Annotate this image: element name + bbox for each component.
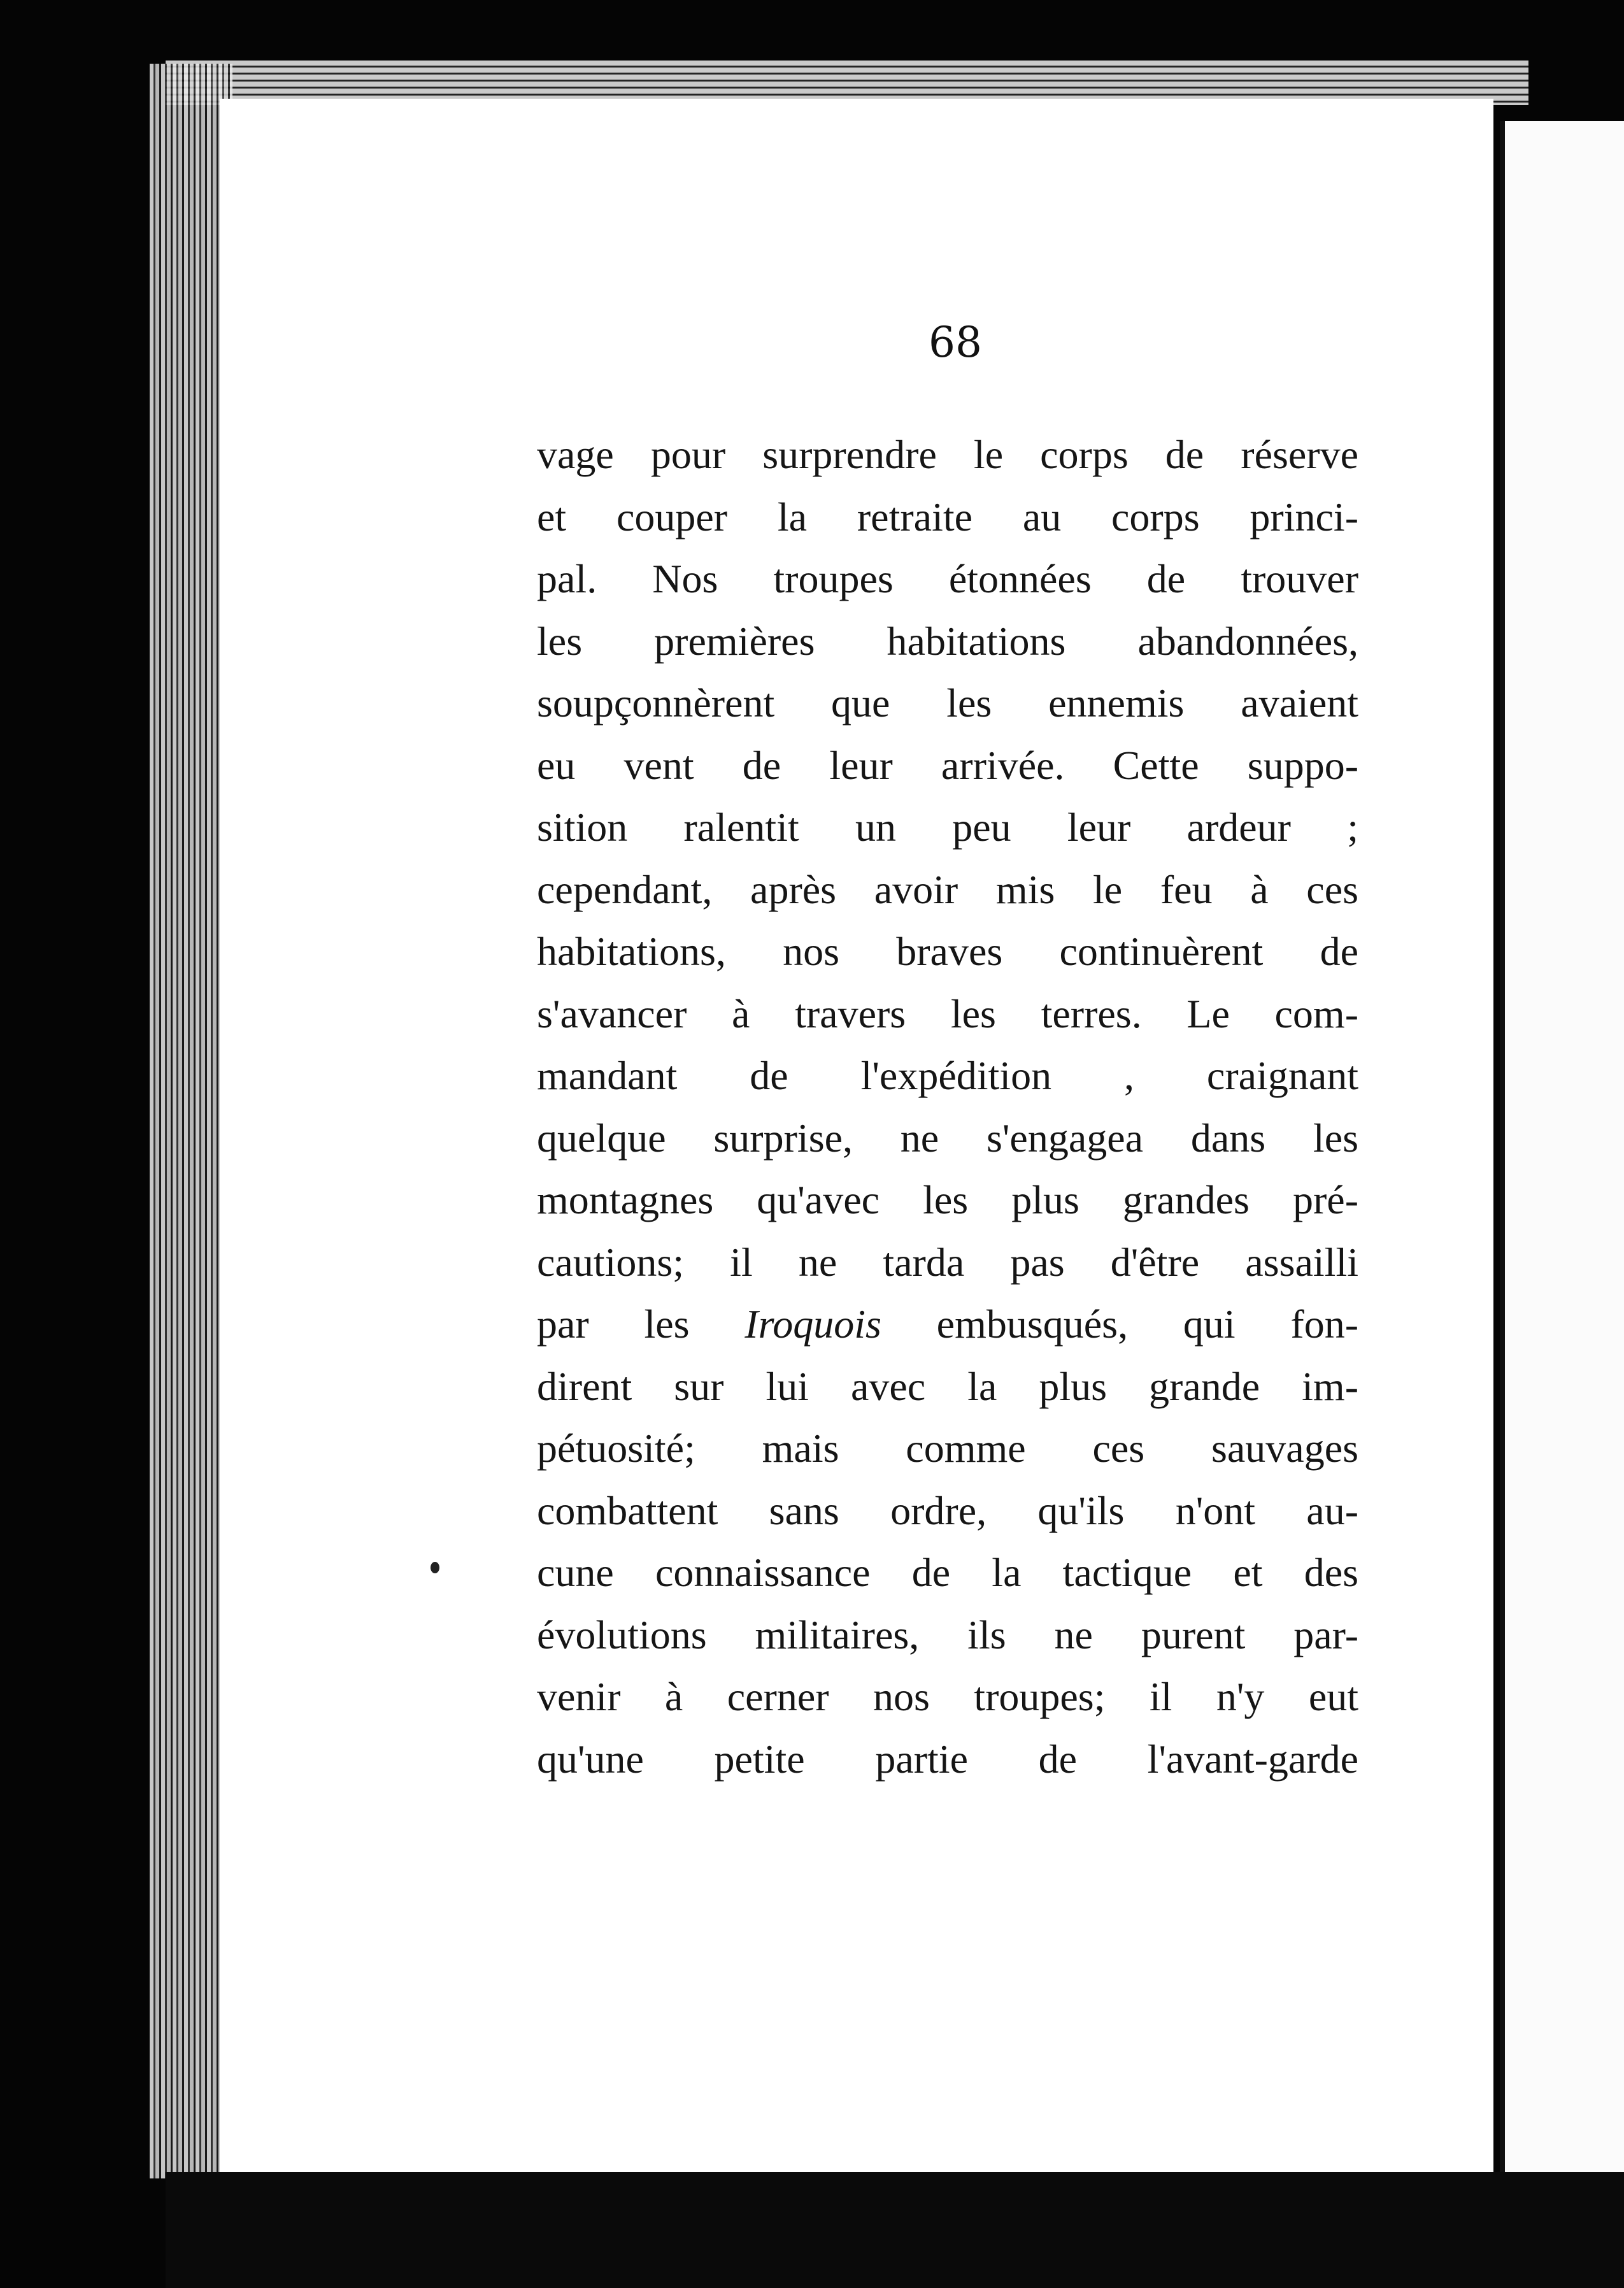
text-line: pétuosité; mais comme ces sauvages — [537, 1426, 1358, 1471]
text-line: pal. Nos troupes étonnées de trouver — [537, 556, 1358, 601]
text-line: les premières habitations abandonnées, — [537, 618, 1358, 664]
text-line: quelque surprise, ne s'engagea dans les — [537, 1115, 1358, 1161]
facing-page-edge — [1500, 121, 1624, 2172]
page-number: 68 — [929, 318, 982, 367]
text-line: montagnes qu'avec les plus grandes pré- — [537, 1177, 1358, 1222]
text-line: s'avancer à travers les terres. Le com- — [537, 990, 1358, 1036]
text-line: cependant, après avoir mis le feu à ces — [537, 866, 1358, 912]
text-line: combattent sans ordre, qu'ils n'ont au- — [537, 1487, 1358, 1533]
text-line: vage pour surprendre le corps de réserve — [537, 432, 1358, 477]
text-line: habitations, nos braves continuèrent de — [537, 929, 1358, 974]
text-line: soupçonnèrent que les ennemis avaient — [537, 680, 1358, 726]
text-line-with-italic — [537, 1293, 1358, 1355]
body-text — [537, 424, 1358, 1790]
scan-bottom-margin — [166, 2172, 1624, 2288]
text-line: dirent sur lui avec la plus grande im- — [537, 1363, 1358, 1409]
text-line: mandant de l'expédition , craignant — [537, 1053, 1358, 1098]
text-line: venir à cerner nos troupes; il n'y eut — [537, 1674, 1358, 1719]
text-line: eu vent de leur arrivée. Cette suppo- — [537, 742, 1358, 788]
text-line: cune connaissance de la tactique et des — [537, 1550, 1358, 1595]
text-line: cautions; il ne tarda pas d'être assailli — [537, 1239, 1358, 1285]
text-line: et couper la retraite au corps princi- — [537, 494, 1358, 540]
ink-dot — [431, 1562, 439, 1573]
text-line: évolutions militaires, ils ne purent par- — [537, 1612, 1358, 1657]
text-line: qu'une petite partie de l'avant-garde — [537, 1736, 1358, 1782]
italic-term: Iroquois — [744, 1301, 881, 1347]
text-segment: par les — [537, 1301, 745, 1347]
text-segment: embusqués, qui fon- — [881, 1301, 1359, 1347]
text-line: sition ralentit un peu leur ardeur ; — [537, 804, 1358, 850]
